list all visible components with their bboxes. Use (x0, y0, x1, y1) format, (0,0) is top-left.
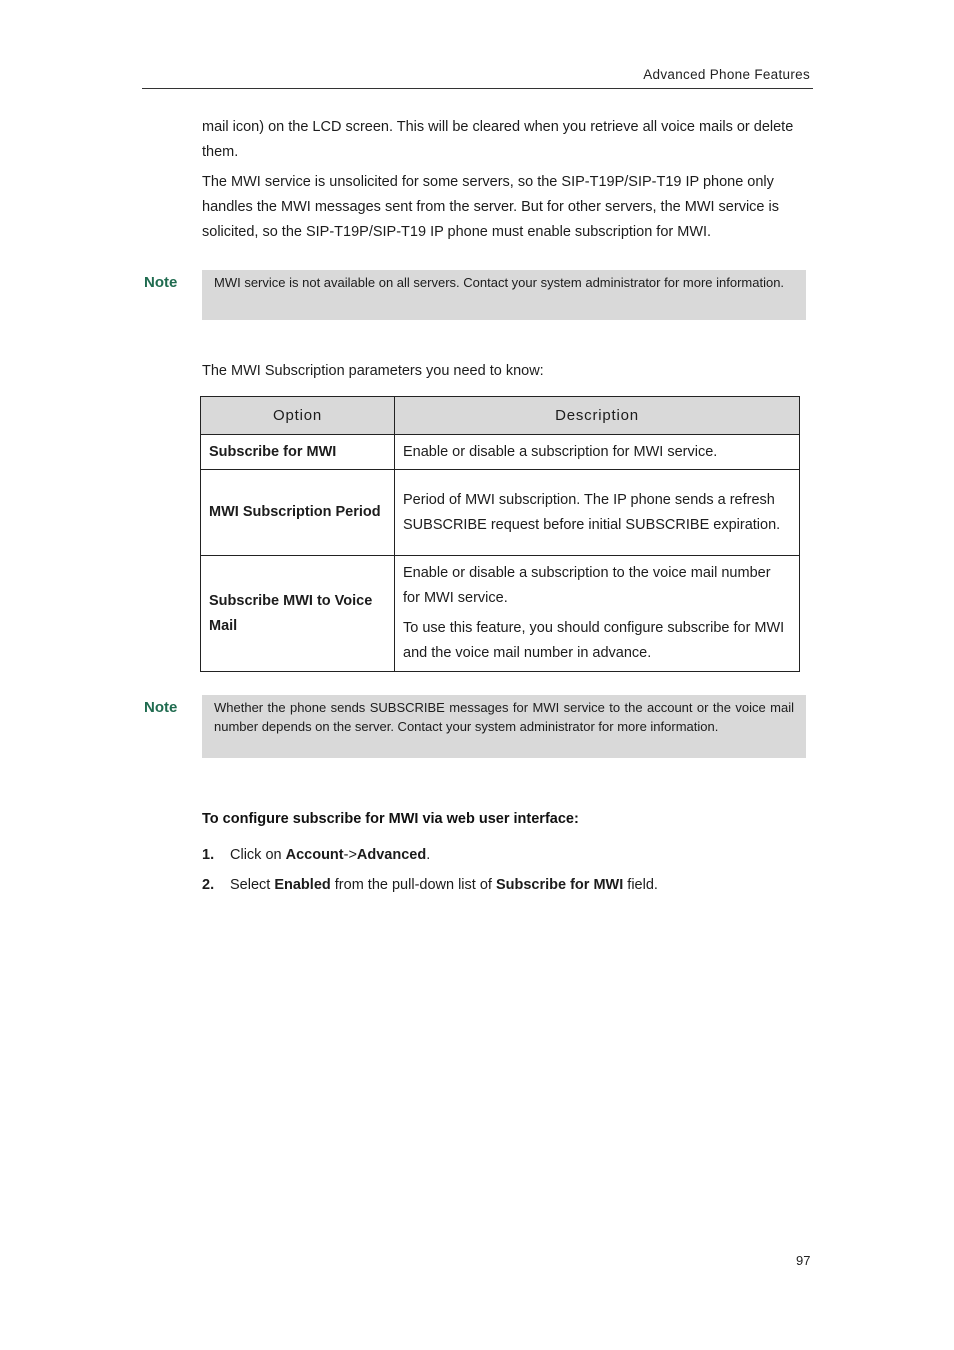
table-header-row (201, 397, 800, 435)
intro-paragraph-2: The MWI service is unsolicited for some servers, so the SIP-T19P/SIP-T19 IP phone only handles the MWI messages sent from the server. But for other servers, the MWI service is solicited, so the SIP-T19P/SIP-T19 IP phone must enable subscription for MWI. (202, 174, 779, 240)
description-text: Period of MWI subscription. The IP phone sends a refresh SUBSCRIBE request before initial SUBSCRIBE expiration. (403, 491, 781, 533)
mwi-parameters-table (200, 396, 800, 672)
note-box-2: Whether the phone sends SUBSCRIBE messages for MWI service to the account or the voice mail number depends on the server. Contact your system administrator for more information. (202, 695, 806, 758)
note-box-1: MWI service is not available on all servers. Contact your system administrator for more information. (202, 270, 806, 320)
step-text: from the pull-down list of (330, 877, 496, 893)
description-text: Enable or disable a subscription to the voice mail number for MWI service. (403, 565, 771, 606)
procedure-title: To configure subscribe for MWI via web user interface: (202, 811, 579, 827)
intro-paragraph-1: mail icon) on the LCD screen. This will be cleared when you retrieve all voice mails or delete them. (202, 119, 794, 160)
table-row (201, 470, 800, 556)
table-row (201, 556, 800, 672)
note-label-1: Note (144, 274, 178, 291)
description-cell (395, 435, 800, 470)
column-header-description: Description (395, 397, 800, 435)
step-text: -> (343, 847, 357, 863)
menu-account: Account (285, 847, 344, 863)
option-enabled: Enabled (274, 877, 331, 893)
step-number: 1. (202, 847, 215, 863)
table-row (201, 435, 800, 470)
step-text: field. (623, 877, 658, 893)
column-header-option: Option (201, 397, 395, 435)
description-cell (395, 470, 800, 556)
step-text: . (426, 847, 431, 863)
description-text: Enable or disable a subscription for MWI service. (403, 443, 718, 460)
table-intro: The MWI Subscription parameters you need to know: (202, 363, 544, 379)
step-text: Click on (230, 847, 286, 863)
field-subscribe-for-mwi: Subscribe for MWI (495, 877, 624, 893)
step-text: Select (230, 877, 275, 893)
menu-advanced: Advanced (356, 847, 427, 863)
procedure-step (202, 847, 430, 863)
page-number: 97 (796, 1253, 811, 1268)
header-rule (142, 88, 813, 89)
step-number: 2. (202, 877, 215, 893)
description-cell (395, 556, 800, 672)
note-label-2: Note (144, 699, 178, 716)
option-cell: MWI Subscription Period (201, 470, 395, 556)
option-cell: Subscribe for MWI (201, 435, 395, 470)
description-text: To use this feature, you should configure subscribe for MWI and the voice mail number in advance. (403, 620, 785, 661)
running-header: Advanced Phone Features (643, 67, 810, 82)
option-cell: Subscribe MWI to Voice Mail (201, 556, 395, 672)
procedure-step (202, 877, 658, 893)
